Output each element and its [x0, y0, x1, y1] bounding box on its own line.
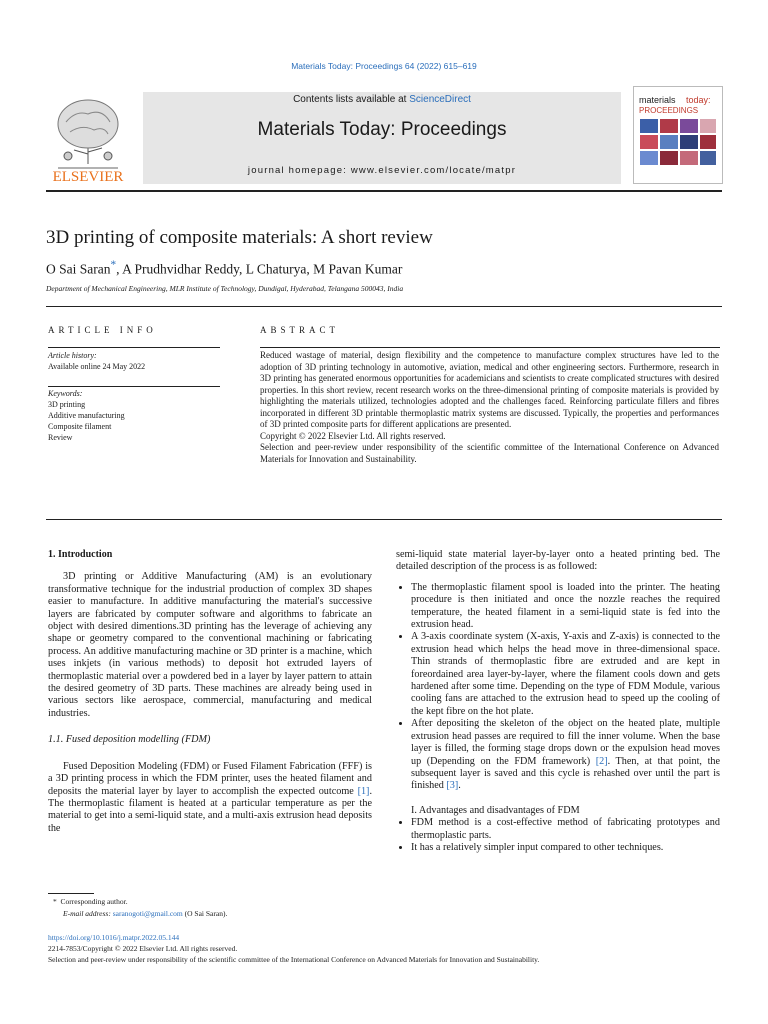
- advantages-bullet-list: [396, 817, 720, 854]
- reference-link-2[interactable]: [2]: [595, 755, 608, 767]
- contents-available-line: Contents lists available at ScienceDirect: [293, 94, 471, 105]
- footnote: * Corresponding author. E-mail address: saranogoti@gmail.com (O Sai Saran).: [53, 897, 228, 918]
- section-heading-introduction: 1. Introduction: [48, 549, 113, 560]
- abstract-rule: [260, 347, 720, 348]
- keyword-item: Composite filament: [48, 422, 112, 431]
- process-bullet-list: [396, 582, 720, 793]
- continued-paragraph: semi-liquid state material layer-by-layer onto a heated printing bed. The detailed description of the process is as followed:: [396, 549, 720, 573]
- page-footer: [48, 932, 539, 965]
- abstract-body: [260, 350, 719, 465]
- history-label: Article history:: [48, 351, 97, 360]
- abstract-heading: ABSTRACT: [260, 325, 340, 335]
- keywords-label: Keywords:: [48, 389, 83, 398]
- advantages-heading: I. Advantages and disadvantages of FDM: [411, 804, 580, 816]
- corresponding-author-note: Corresponding author.: [60, 897, 128, 906]
- issn-copyright: 2214-7853/Copyright © 2022 Elsevier Ltd. All rights reserved.: [48, 944, 238, 953]
- email-label: E-mail address:: [63, 909, 113, 918]
- abstract-review-note: Selection and peer-review under responsibility of the scientific committee of the International Conference on Advanced Materials for Innovation and Sustainability.: [260, 442, 719, 464]
- cover-title-1: materials: [639, 95, 676, 105]
- paper-title: 3D printing of composite materials: A short review: [46, 227, 433, 248]
- cover-title-2: today:: [686, 95, 711, 105]
- reference-link-3[interactable]: [3]: [446, 780, 459, 792]
- fdm-paragraph: Fused Deposition Modeling (FDM) or Fused Filament Fabrication (FFF) is a 3D printing process in which the FDM printer, uses the heated filament and deposits the material layer by layer to accomplish the expected outcome [1]. The thermoplastic filament is heated at a particular temperature as per the material to get into a semi-liquid state, and a multi-axis extrusion head deposits the: [48, 760, 372, 834]
- elsevier-wordmark: ELSEVIER: [52, 169, 124, 184]
- author-list: O Sai Saran*, A Prudhvidhar Reddy, L Chaturya, M Pavan Kumar: [46, 259, 403, 277]
- body-right-column: [396, 549, 720, 854]
- list-item: • After depositing the skeleton of the object on the heated plate, multiple extrusion head passes are required to fill the inner volume. When the base layer is filled, the forming stage drops down or the expulsion head moves up (Depending on the FDM framework) [2]. Then, at that point, the subsequent layer is saved and this cycle is rehashed over until the part is finished [3].: [411, 718, 720, 792]
- header-rule: [46, 190, 722, 192]
- intro-paragraph: 3D printing or Additive Manufacturing (AM) is an evolutionary transformative technique for the industrial production of complex 3D shapes easier to manufacture. In additive manufacturing the material's successive layers are fabricated by computer software and algorithms to fabricate an object with desired dimentions.3D printing has the leverage of achieving any shape or geometry compared to the conventional machining or fabricating process. An additive manufacturing machine or 3D printer is a machine, which uses inkjets (in various methods) to deposit hot extruded layers of thermoplastic material over a powdered bed in a layer by layer pattern to attain the desired geometry of 3D parts. These machines are already being used in various sectors like aerospace, commercial, manufacturing and medical industries.: [48, 571, 372, 719]
- keyword-item: Review: [48, 433, 73, 442]
- article-info-divider: [48, 386, 220, 387]
- keyword-item: 3D printing: [48, 400, 86, 409]
- cover-mosaic: [640, 119, 716, 165]
- journal-cover-image: [633, 86, 723, 184]
- sciencedirect-link[interactable]: ScienceDirect: [409, 94, 471, 105]
- list-item: • A 3-axis coordinate system (X-axis, Y-axis and Z-axis) is connected to the extrusion head which helps the head move in three-dimensional space. Thin strands of thermoplastic fibre are extruded and are kept in foreordained area layer-by-layer, where the filament cools down and gets hardened after some time. Depending on the type of FDM Module, various cooling fans are attached to the extrusion head to speed up the cooling of the kept fibre on the hot plate.: [411, 631, 720, 718]
- history-value: Available online 24 May 2022: [48, 362, 146, 371]
- title-rule: [46, 306, 722, 307]
- article-info-rule: [48, 347, 220, 348]
- list-item: • The thermoplastic filament spool is loaded into the printer. The heating procedure is then initiated and once the nozzle reaches the required temperature, the heated filament in a semi-liquid state is fed into the extrusion head.: [411, 582, 720, 632]
- article-info-heading: ARTICLE INFO: [48, 325, 157, 335]
- keyword-item: Additive manufacturing: [48, 411, 125, 420]
- abstract-copyright: Copyright © 2022 Elsevier Ltd. All rights reserved.: [260, 430, 446, 441]
- abstract-bottom-rule: [46, 519, 722, 520]
- author-email-link[interactable]: saranogoti@gmail.com: [112, 909, 183, 918]
- journal-title: Materials Today: Proceedings: [257, 119, 507, 140]
- keywords-block: [48, 388, 125, 443]
- list-item: • It has a relatively simpler input compared to other techniques.: [411, 842, 720, 854]
- reference-link-1[interactable]: [1]: [357, 785, 370, 797]
- body-left-column: [48, 549, 372, 835]
- affiliation: Department of Mechanical Engineering, MLR Institute of Technology, Dundigal, Hyderabad, Telangana 500043, India: [46, 284, 404, 293]
- footnote-mark: *: [53, 897, 57, 906]
- footnote-rule: [48, 893, 94, 894]
- journal-homepage: journal homepage: www.elsevier.com/locate/matpr: [247, 165, 517, 176]
- doi-link[interactable]: https://doi.org/10.1016/j.matpr.2022.05.144: [48, 933, 180, 942]
- elsevier-tree-icon: [58, 100, 118, 168]
- corresponding-author-mark[interactable]: *: [110, 259, 117, 271]
- subsection-heading-fdm: 1.1. Fused deposition modelling (FDM): [48, 734, 211, 746]
- journal-citation-link[interactable]: Materials Today: Proceedings 64 (2022) 615–619: [291, 61, 477, 71]
- cover-title-3: PROCEEDINGS: [639, 106, 699, 115]
- footer-selection-note: Selection and peer-review under responsibility of the scientific committee of the International Conference on Advanced Materials for Innovation and Sustainability.: [48, 955, 540, 964]
- list-item: • FDM method is a cost-effective method of fabricating prototypes and thermoplastic parts.: [411, 817, 720, 842]
- elsevier-logo: [46, 92, 130, 184]
- article-history: [48, 350, 145, 372]
- abstract-text: Reduced wastage of material, design flexibility and the competence to manufacture complex structures have led to the adoption of 3D printing technology in automotive, aviation, medical and other engineering sectors. Furthermore, research in 3D printing has generated enormous opportunities for academicians and scientists to create complicated structures with desired properties. In this short review, recent research works on the three-dimensional printing of composite materials is provided by highlighting the materials utilized, technologies adopted and the challenges faced. Reinforcing particulate fillers and fibres incorporated in different 3D printable thermoplastic matrix systems are discussed. Typically, the properties and performances of 3D printed composite parts for different applications are presented.: [260, 350, 719, 429]
